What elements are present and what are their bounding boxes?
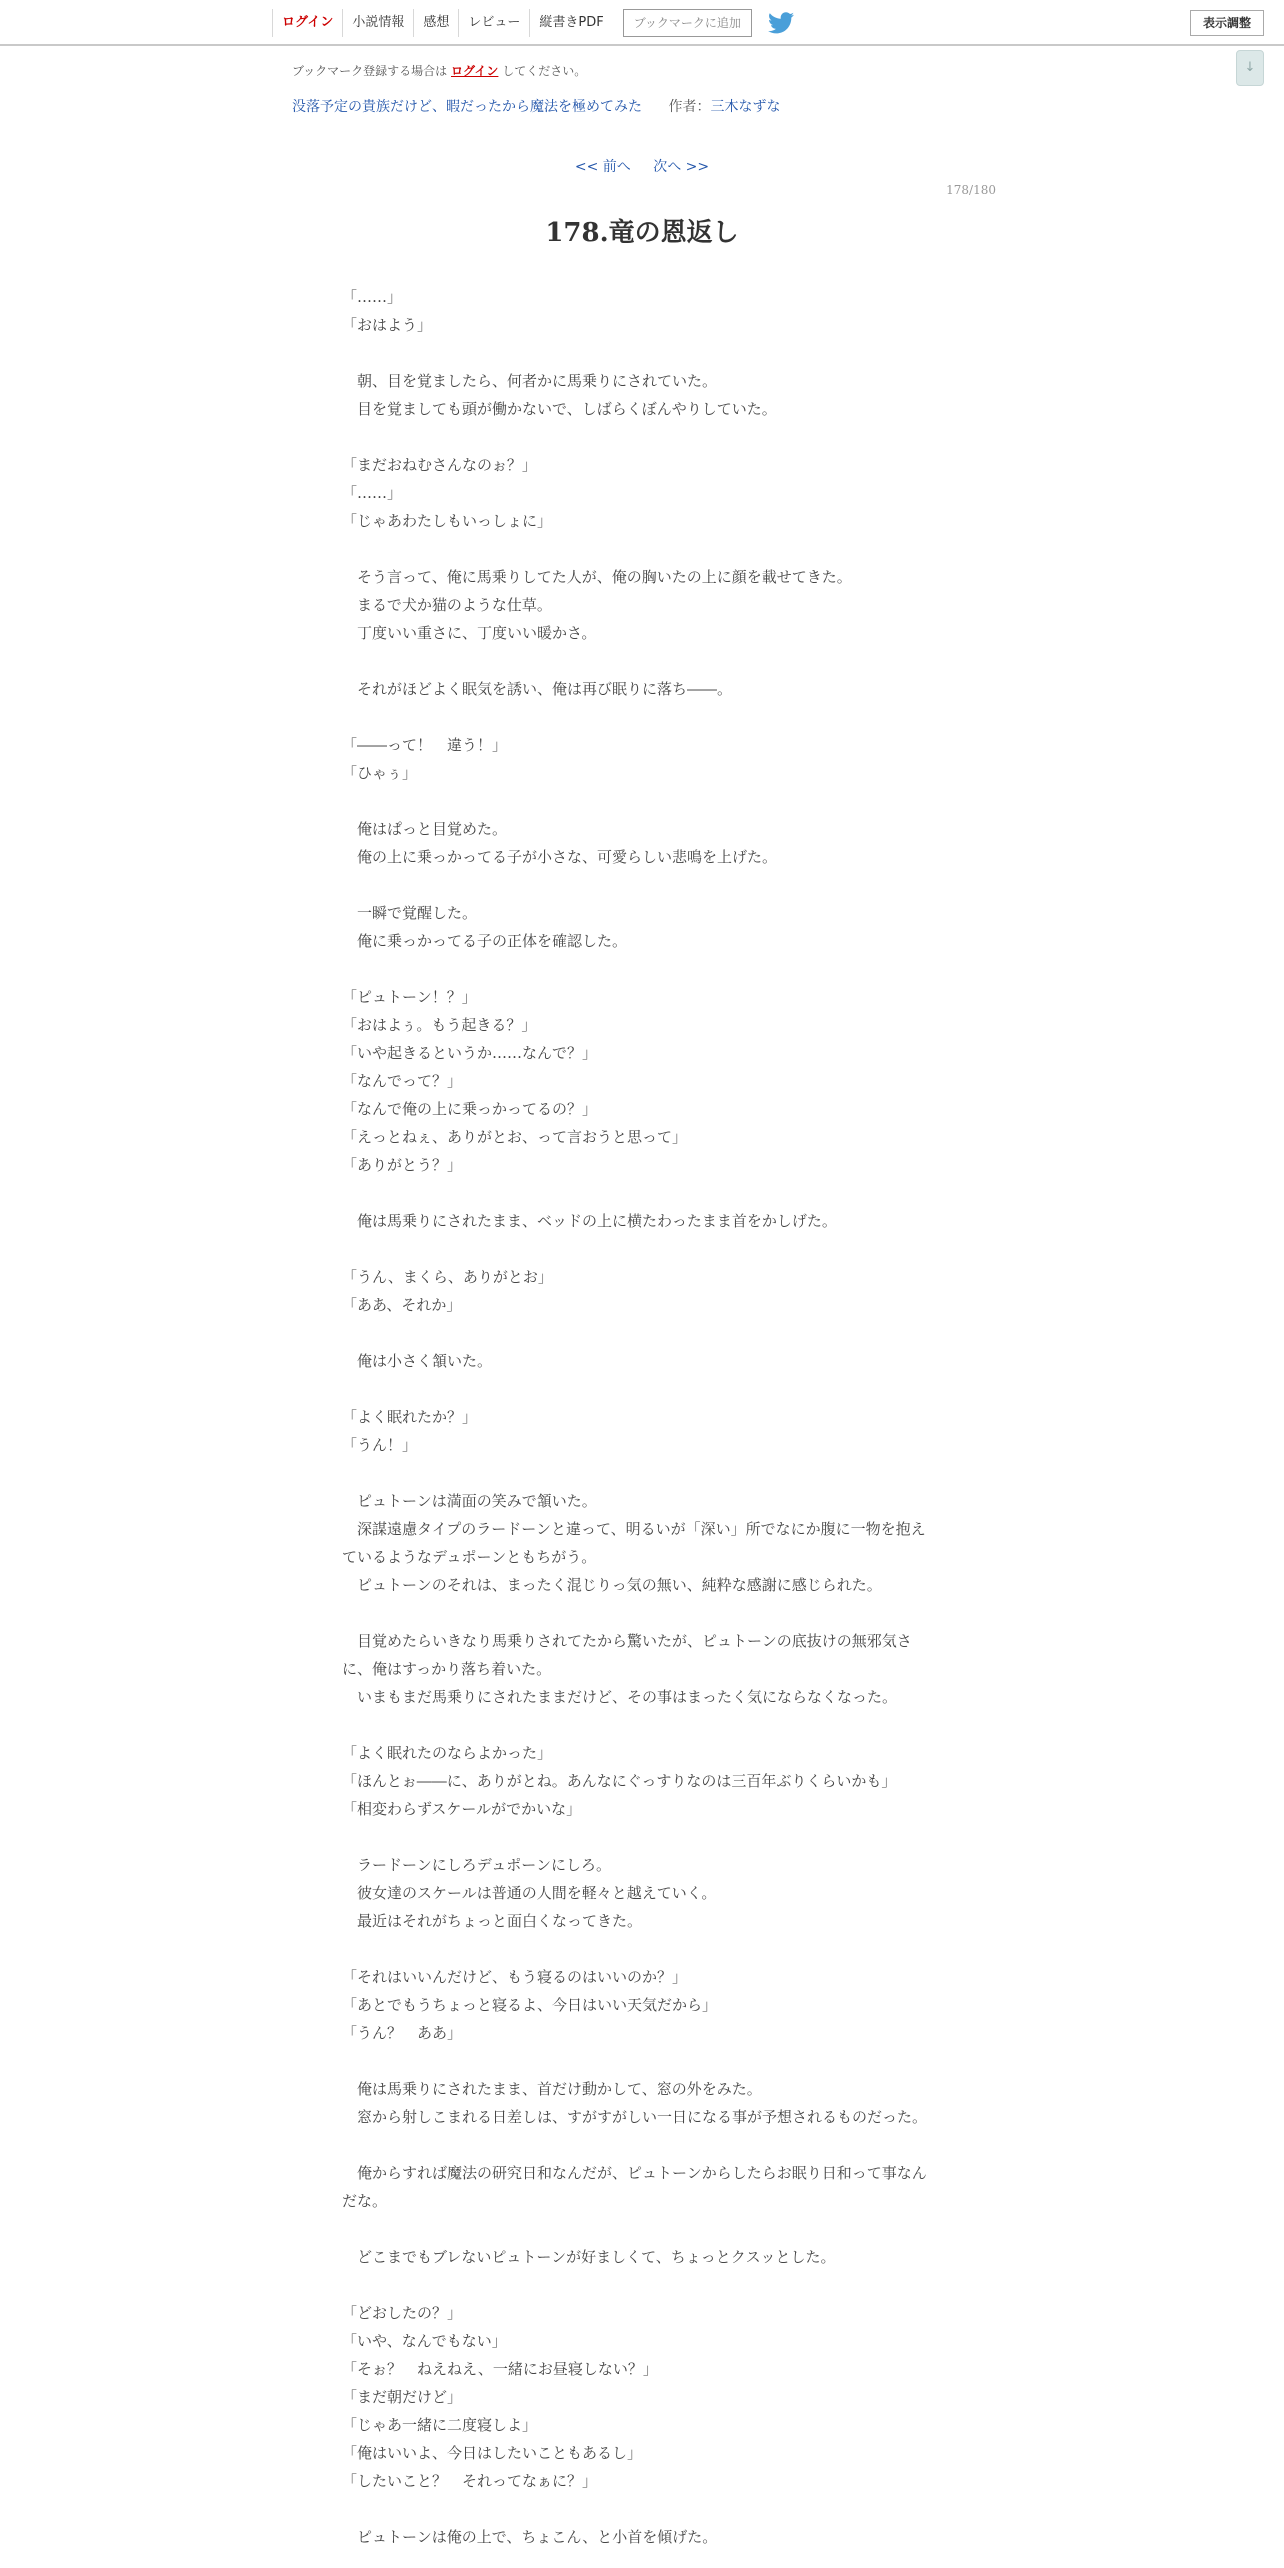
blank-line bbox=[342, 2271, 937, 2299]
body-line: 俺は馬乗りにされたまま、首だけ動かして、窓の外をみた。 bbox=[342, 2080, 762, 2098]
notice-login-link[interactable]: ログイン bbox=[451, 64, 499, 78]
blank-line bbox=[342, 1375, 937, 1403]
blank-line bbox=[342, 1459, 937, 1487]
add-bookmark-button[interactable]: ブックマークに追加 bbox=[623, 9, 752, 37]
blank-line bbox=[342, 1935, 937, 1963]
body-line: 「……」 bbox=[342, 484, 403, 502]
body-line: 「ひゃぅ」 bbox=[342, 764, 418, 782]
body-line: 俺はぱっと目覚めた。 bbox=[342, 820, 508, 838]
body-line: 深謀遠慮タイプのラードーンと違って、明るいが「深い」所でなにか腹に一物を抱えているようなデュポーンともちがう。 bbox=[342, 1520, 926, 1566]
body-line: 俺の上に乗っかってる子が小さな、可愛らしい悲鳴を上げた。 bbox=[342, 848, 778, 866]
body-line: 俺は小さく頷いた。 bbox=[342, 1352, 493, 1370]
body-line: 目覚めたらいきなり馬乗りされてたから驚いたが、ピュトーンの底抜けの無邪気さに、俺はすっかり落ち着いた。 bbox=[342, 1632, 912, 1678]
blank-line bbox=[342, 1319, 937, 1347]
blank-line bbox=[342, 1179, 937, 1207]
body-line: ピュトーンは満面の笑みで頷いた。 bbox=[342, 1492, 597, 1510]
body-line: ピュトーンは俺の上で、ちょこん、と小首を傾げた。 bbox=[342, 2528, 718, 2546]
body-line: 「まだおねむさんなのぉ？」 bbox=[342, 456, 537, 474]
blank-line bbox=[342, 2131, 937, 2159]
blank-line bbox=[342, 787, 937, 815]
body-line: 俺に乗っかってる子の正体を確認した。 bbox=[342, 932, 628, 950]
body-line: 「それはいいんだけど、もう寝るのはいいのか？」 bbox=[342, 1968, 688, 1986]
body-line: ピュトーンのそれは、まったく混じりっ気の無い、純粋な感謝に感じられた。 bbox=[342, 1576, 882, 1594]
top-navigation-bar bbox=[0, 0, 1284, 46]
body-line: 「うん？ ああ」 bbox=[342, 2024, 463, 2042]
nav-menu bbox=[272, 0, 794, 46]
nav-review[interactable]: レビュー bbox=[458, 9, 529, 37]
blank-line bbox=[342, 1599, 937, 1627]
author-link[interactable]: 三木なずな bbox=[710, 99, 781, 115]
blank-line bbox=[342, 1235, 937, 1263]
body-line: 「どおしたの？」 bbox=[342, 2304, 463, 2322]
nav-novel-info[interactable]: 小説情報 bbox=[342, 9, 413, 37]
blank-line bbox=[342, 2495, 937, 2523]
body-line: 俺からすれば魔法の研究日和なんだが、ピュトーンからしたらお眠り日和って事なんだな。 bbox=[342, 2164, 927, 2210]
body-line: 「なんでって？」 bbox=[342, 1072, 463, 1090]
body-line: 「ああ、それか」 bbox=[342, 1296, 462, 1314]
body-line: 俺は馬乗りにされたまま、ベッドの上に横たわったまま首をかしげた。 bbox=[342, 1212, 837, 1230]
blank-line bbox=[342, 535, 937, 563]
body-line: 「よく眠れたか？」 bbox=[342, 1408, 478, 1426]
blank-line bbox=[342, 2215, 937, 2243]
nav-impressions[interactable]: 感想 bbox=[413, 9, 458, 37]
body-line: 丁度いい重さに、丁度いい暖かさ。 bbox=[342, 624, 597, 642]
series-info bbox=[292, 96, 780, 116]
login-notice bbox=[292, 62, 586, 79]
body-line: 「じゃあ一緒に二度寝しよ」 bbox=[342, 2416, 538, 2434]
body-line: そう言って、俺に馬乗りしてた人が、俺の胸いたの上に顔を載せてきた。 bbox=[342, 568, 852, 586]
scroll-down-button[interactable]: ↓ bbox=[1236, 50, 1264, 86]
chapter-progress: 178/180 bbox=[946, 183, 996, 197]
body-line: 「ほんとぉ――に、ありがとね。あんなにぐっすりなのは三百年ぶりくらいかも」 bbox=[342, 1772, 897, 1790]
body-line: 「まだ朝だけど」 bbox=[342, 2388, 463, 2406]
chapter-body bbox=[342, 283, 937, 2551]
blank-line bbox=[342, 1823, 937, 1851]
chapter-pager bbox=[0, 156, 1284, 176]
body-line: ラードーンにしろデュポーンにしろ。 bbox=[342, 1856, 611, 1874]
twitter-icon[interactable] bbox=[768, 12, 794, 34]
blank-line bbox=[342, 423, 937, 451]
series-title-link[interactable]: 没落予定の貴族だけど、暇だったから魔法を極めてみた bbox=[292, 99, 642, 115]
next-chapter-link[interactable]: 次へ >> bbox=[653, 159, 710, 175]
body-line: まるで犬か猫のような仕草。 bbox=[342, 596, 552, 614]
body-line: 窓から射しこまれる日差しは、すがすがしい一日になる事が予想されるものだった。 bbox=[342, 2108, 928, 2126]
body-line: 「うん、まくら、ありがとお」 bbox=[342, 1268, 553, 1286]
body-line: いまもまだ馬乗りにされたままだけど、その事はまったく気にならなくなった。 bbox=[342, 1688, 898, 1706]
body-line: 「ピュトーン！？」 bbox=[342, 988, 477, 1006]
body-line: 一瞬で覚醒した。 bbox=[342, 904, 478, 922]
body-line: 「相変わらずスケールがでかいな」 bbox=[342, 1800, 582, 1818]
blank-line bbox=[342, 339, 937, 367]
body-line: 「いや、なんでもない」 bbox=[342, 2332, 507, 2350]
body-line: 「そぉ？ ねえねえ、一緒にお昼寝しない？」 bbox=[342, 2360, 658, 2378]
body-line: 「よく眠れたのならよかった」 bbox=[342, 1744, 553, 1762]
body-line: 「ありがとう？」 bbox=[342, 1156, 463, 1174]
blank-line bbox=[342, 871, 937, 899]
body-line: 目を覚ましても頭が働かないで、しばらくぼんやりしていた。 bbox=[342, 400, 777, 418]
body-line: 「なんで俺の上に乗っかってるの？」 bbox=[342, 1100, 598, 1118]
blank-line bbox=[342, 2047, 937, 2075]
display-settings-button[interactable]: 表示調整 bbox=[1190, 10, 1264, 36]
blank-line bbox=[342, 955, 937, 983]
prev-chapter-link[interactable]: << 前へ bbox=[574, 159, 631, 175]
body-line: 「じゃあわたしもいっしょに」 bbox=[342, 512, 553, 530]
body-line: 最近はそれがちょっと面白くなってきた。 bbox=[342, 1912, 643, 1930]
chapter-title: 178.竜の恩返し bbox=[545, 218, 739, 248]
body-line: 「おはよう」 bbox=[342, 316, 433, 334]
body-line: 彼女達のスケールは普通の人間を軽々と越えていく。 bbox=[342, 1884, 717, 1902]
body-line: どこまでもブレないピュトーンが好ましくて、ちょっとクスッとした。 bbox=[342, 2248, 836, 2266]
body-line: 「……」 bbox=[342, 288, 403, 306]
body-line: それがほどよく眠気を誘い、俺は再び眠りに落ち――。 bbox=[342, 680, 733, 698]
nav-vertical-pdf[interactable]: 縦書きPDF bbox=[529, 9, 612, 37]
body-line: 「いや起きるというか……なんで？」 bbox=[342, 1044, 598, 1062]
notice-text: ブックマーク登録する場合は bbox=[292, 64, 448, 78]
body-line: 「えっとねぇ、ありがとお、って言おうと思って」 bbox=[342, 1128, 688, 1146]
blank-line bbox=[342, 703, 937, 731]
body-line: 「――って！ 違う！」 bbox=[342, 736, 508, 754]
notice-text-end: してください。 bbox=[502, 64, 587, 78]
blank-line bbox=[342, 1711, 937, 1739]
body-line: 朝、目を覚ましたら、何者かに馬乗りにされていた。 bbox=[342, 372, 718, 390]
nav-login[interactable]: ログイン bbox=[272, 9, 342, 37]
body-line: 「うん！」 bbox=[342, 1436, 418, 1454]
author-label: 作者： bbox=[668, 99, 711, 115]
body-line: 「おはよぅ。もう起きる？」 bbox=[342, 1016, 537, 1034]
blank-line bbox=[342, 647, 937, 675]
body-line: 「俺はいいよ、今日はしたいこともあるし」 bbox=[342, 2444, 643, 2462]
body-line: 「あとでもうちょっと寝るよ、今日はいい天気だから」 bbox=[342, 1996, 718, 2014]
body-line: 「したいこと？ それってなぁに？」 bbox=[342, 2472, 598, 2490]
